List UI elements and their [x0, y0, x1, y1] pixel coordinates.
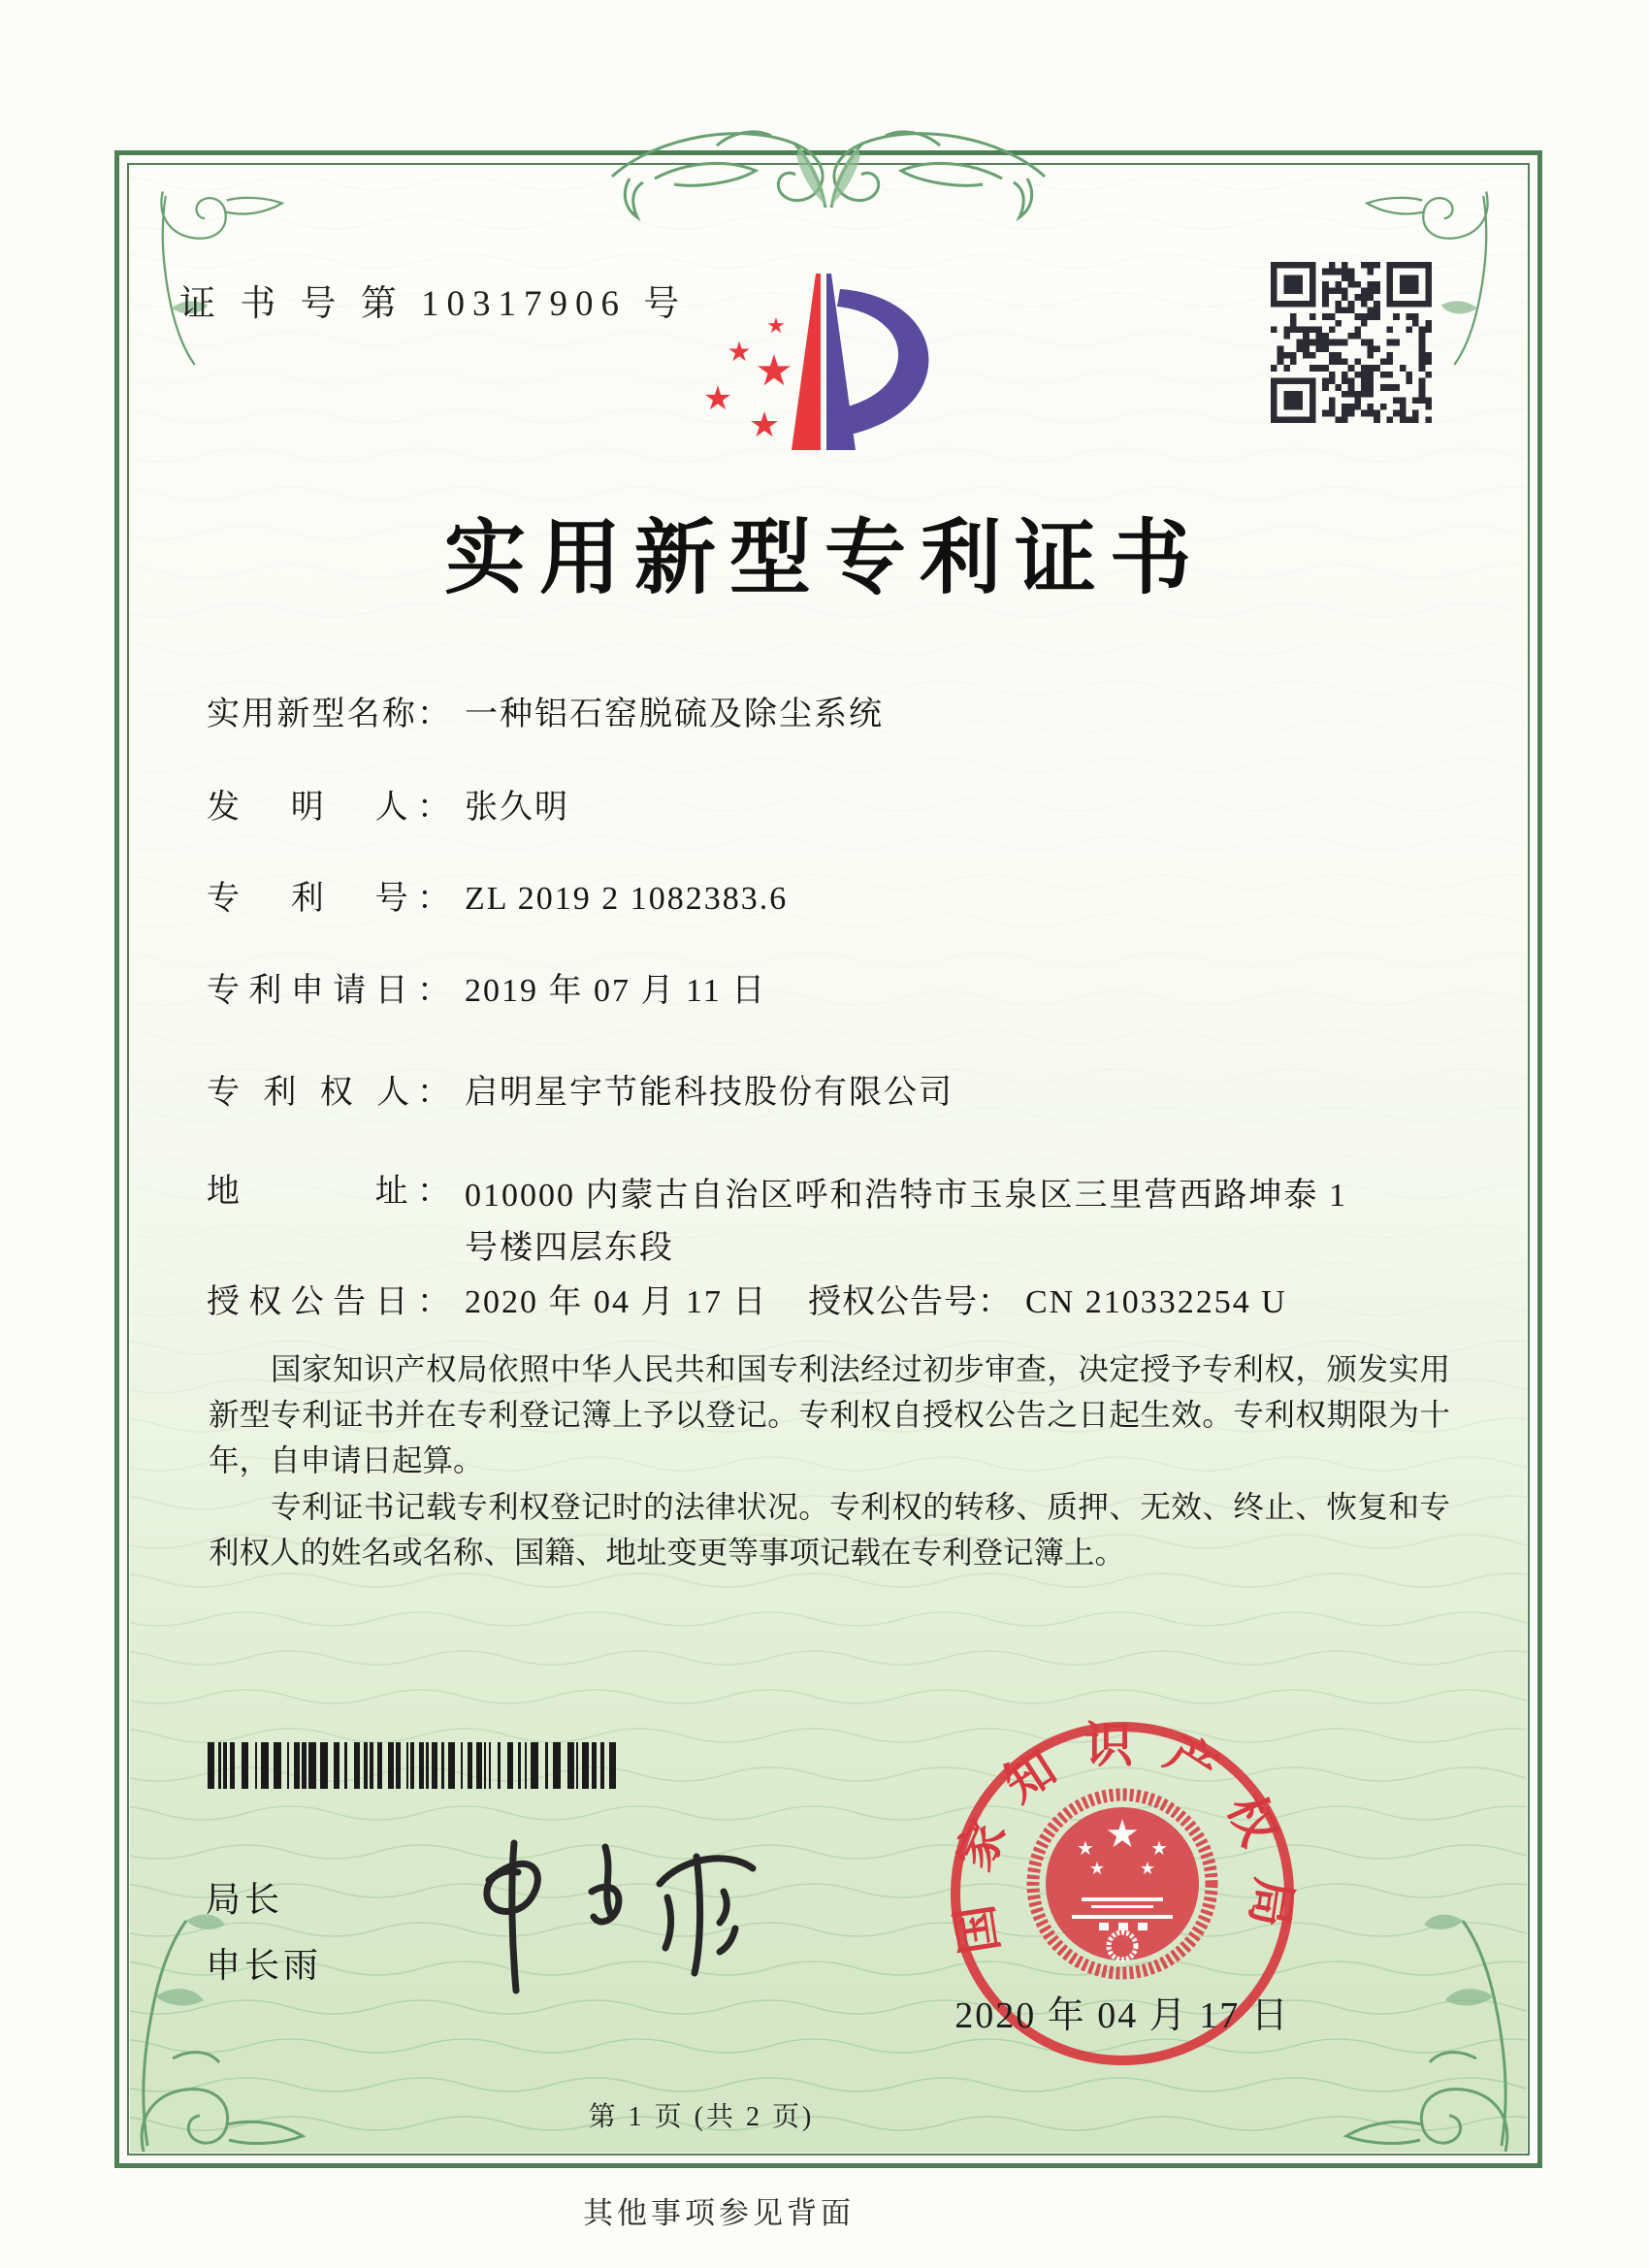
svg-text:★: ★	[766, 314, 786, 339]
barcode	[208, 1742, 625, 1789]
svg-text:★: ★	[702, 379, 733, 418]
cnipa-official-seal	[919, 1700, 1326, 2107]
body-paragraph-1: 国家知识产权局依照中华人民共和国专利法经过初步审查，决定授予专利权，颁发实用新型专利证书并在专利登记簿上予以登记。专利权自授权公告之日起生效。专利权期限为十年，自申请日起算。	[209, 1352, 1450, 1477]
svg-text:★: ★	[727, 336, 752, 368]
cnipa-patent-logo-icon	[679, 243, 936, 456]
field-grant-number	[808, 1280, 1287, 1325]
svg-text:★: ★	[1150, 1836, 1168, 1860]
certificate-title: 实用新型专利证书	[443, 514, 1205, 604]
seal-ring-text: 国家知识产权局	[943, 1718, 1302, 1958]
field-label: 发 明 人：	[207, 790, 451, 826]
certificate-number: 证 书 号 第 10317906 号	[179, 284, 688, 324]
field-filing-date	[207, 969, 766, 1014]
seal-date: 2020 年 04 月 17 日	[954, 1995, 1290, 2036]
field-patentee	[207, 1071, 954, 1116]
svg-text:★: ★	[748, 405, 781, 445]
page-number: 第 1 页 (共 2 页)	[588, 2102, 815, 2132]
svg-text:★: ★	[1105, 1812, 1140, 1857]
svg-text:★: ★	[1139, 1859, 1156, 1879]
field-address	[207, 1170, 1347, 1275]
body-paragraph-2: 专利证书记载专利权登记时的法律状况。专利权的转移、质押、无效、终止、恢复和专利权人的姓名或名称、国籍、地址变更等事项记载在专利登记簿上。	[209, 1490, 1450, 1570]
field-grant-date	[207, 1280, 768, 1325]
field-inventor	[207, 786, 569, 830]
back-side-note: 其他事项参见背面	[583, 2196, 855, 2230]
field-label: 授权公告日：	[207, 1284, 451, 1320]
field-patent-number	[207, 877, 788, 922]
field-label: 专利申请日：	[207, 973, 451, 1009]
director-signature	[438, 1820, 778, 2019]
field-label: 实用新型名称：	[207, 697, 451, 732]
field-label: 授权公告号：	[808, 1284, 1012, 1320]
field-label: 专 利 号：	[207, 881, 451, 917]
field-label: 专 利 权 人：	[207, 1075, 451, 1111]
field-value: 启明星宇节能科技股份有限公司	[465, 1075, 954, 1111]
field-label: 地 址：	[207, 1174, 451, 1210]
svg-text:★: ★	[755, 346, 793, 396]
top-center-dragon-ornament	[600, 114, 1056, 229]
field-value: 一种铝石窑脱硫及除尘系统	[465, 697, 884, 732]
address-line-1: 010000 内蒙古自治区呼和浩特市玉泉区三里营西路坤泰 1	[465, 1178, 1347, 1214]
field-value: 张久明	[465, 790, 569, 826]
field-value: CN 210332254 U	[1025, 1284, 1287, 1320]
field-value: 2019 年 07 月 11 日	[465, 973, 767, 1009]
address-line-2: 号楼四层东段	[465, 1230, 674, 1266]
signer-title: 局长	[206, 1880, 284, 1919]
field-utility-model-name	[207, 693, 884, 737]
field-value: ZL 2019 2 1082383.6	[465, 881, 789, 917]
field-value: 2020 年 04 月 17 日	[465, 1284, 768, 1320]
corner-ornament-bottom-right	[1319, 1903, 1523, 2155]
qr-code	[1271, 262, 1432, 423]
svg-text:★: ★	[1077, 1836, 1094, 1860]
svg-text:★: ★	[1088, 1859, 1106, 1879]
signer-name: 申长雨	[206, 1946, 323, 1985]
